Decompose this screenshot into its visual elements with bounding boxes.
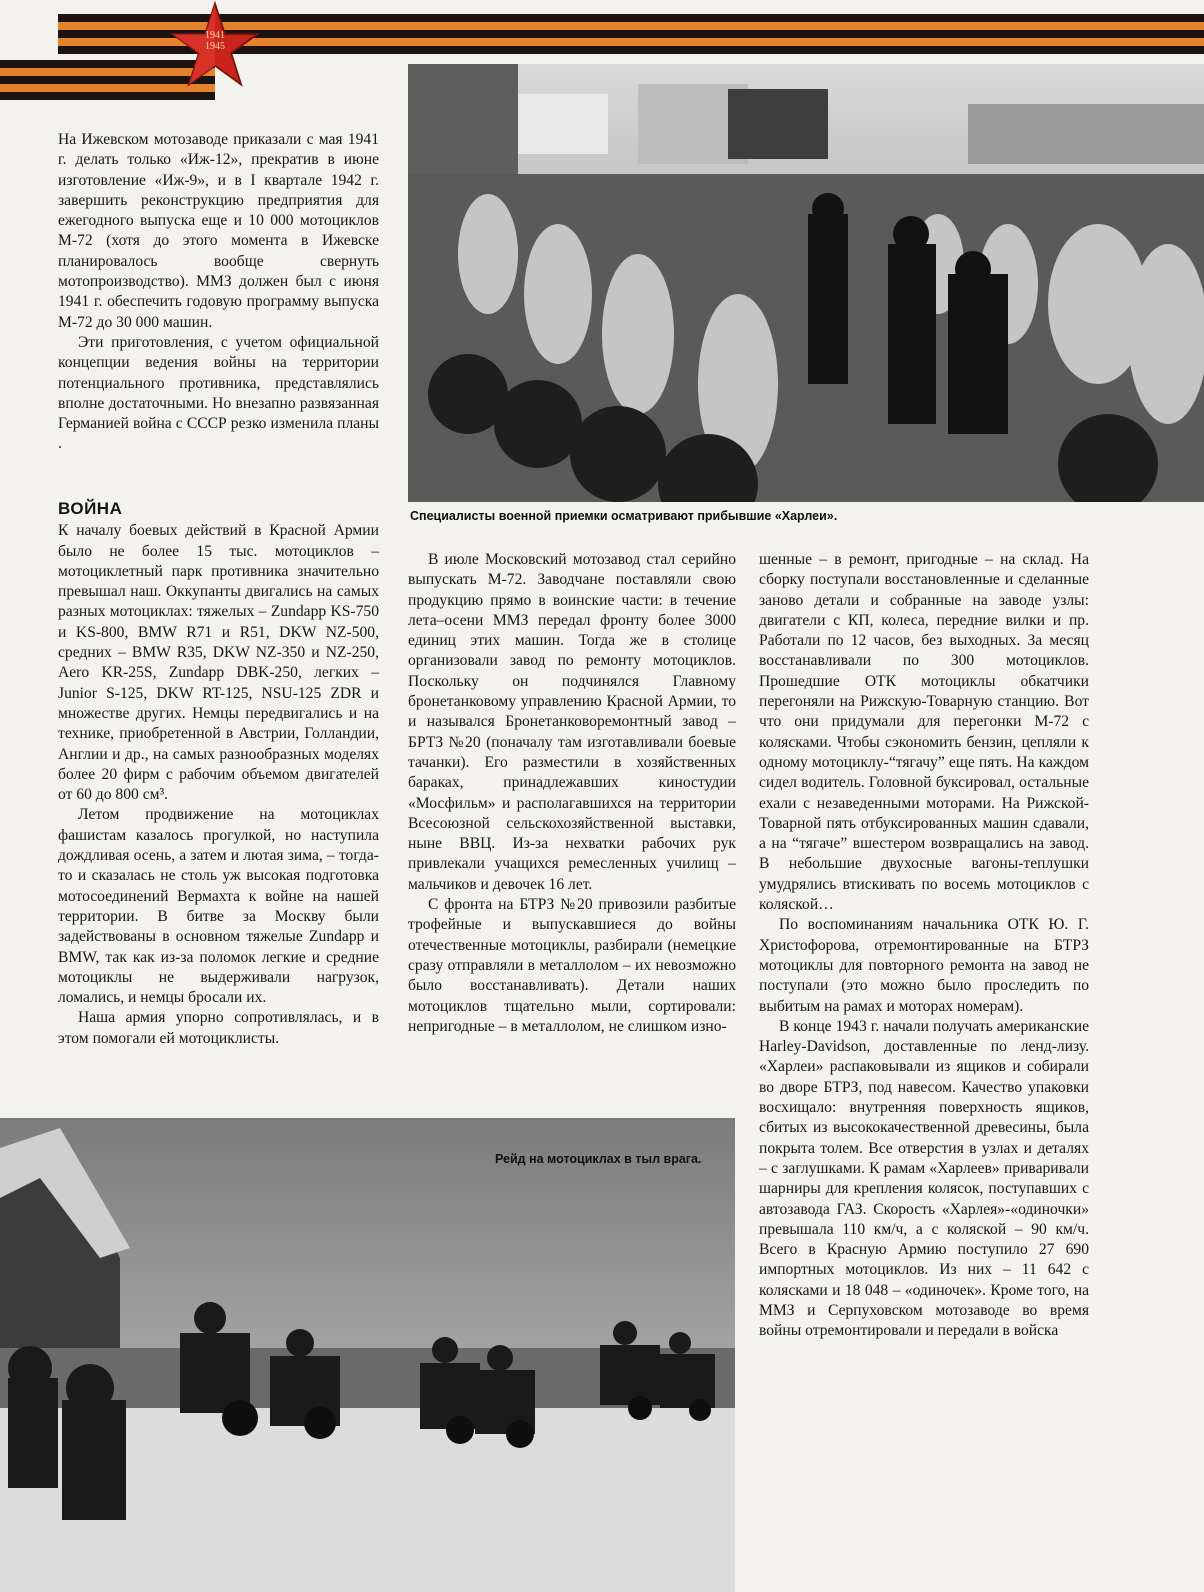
column-1-intro (58, 130, 379, 455)
star-year-top: 1941 (205, 30, 225, 41)
paragraph: По воспоминаниям начальника ОТК Ю. Г. Христофорова, отремонтированные на БТРЗ мотоциклы для повторного ремонта на завод не поступали (это можно было проследить по выбитым на рамах и моторах номерам). (759, 916, 1089, 1015)
column-1-war (58, 499, 379, 1049)
paragraph: Эти приготовления, с учетом официальной концепции ведения войны на территории потенциального противника, представлялись вполне достаточными. Но внезапно развязанная Германией война с СССР резко изменила планы . (58, 333, 379, 453)
top-photo-caption: Специалисты военной приемки осматривают прибывшие «Харлеи». (410, 509, 838, 523)
paragraph: Наша армия упорно сопротивлялась, и в этом помогали ей мотоциклисты. (58, 1009, 379, 1047)
photo-harleys-inspection (408, 64, 1204, 502)
paragraph: К началу боевых действий в Красной Армии было не более 15 тыс. мотоциклов – мотоциклетный парк противника значительно превышал наш. Оккупанты двигались на самых разных мотоциклах: тяжелых – Zundapp KS-750 и KS-800, BMW R71 и R51, DKW NZ-500, средних – BMW R35, DKW NZ-350 и NZ-250, Aero KR-25S, Zundapp DBK-250, легких – Junior S-125, DKW RT-125, NSU-125 ZDR и множестве других. Немцы передвигались и на технике, приобретенной в Австрии, Голландии, Англии и др., на самых разнообразных моделях более 20 фирм с рабочим объемом двигателей от 60 до 800 см³. (58, 522, 379, 804)
section-title: ВОЙНА (58, 499, 123, 518)
paragraph: На Ижевском мотозаводе приказали с мая 1941 г. делать только «Иж-12», прекратив в июне изготовление «Иж-9», и в I квартале 1942 г. завершить реконструкцию предприятия для ежегодного выпуска еще и 10 000 мотоциклов М-72 (хотя до этого момента в Ижевске планировалось вообще свернуть мотопроизводство). ММЗ должен был с июня 1941 г. обеспечить годовую программу выпуска М-72 до 30 000 машин. (58, 131, 379, 331)
paragraph: С фронта на БТРЗ №20 привозили разбитые трофейные и выпускавшиеся до войны отечественные мотоциклы, разбирали (немецкие сразу отправляли в металлолом – их невозможно было восстанавливать). Детали наших мотоциклов тщательно мыли, сортировали: непригодные – в металлолом, не слишком изно- (408, 896, 736, 1035)
photo-motorcycle-raid (0, 1118, 735, 1592)
paragraph: Летом продвижение на мотоциклах фашистам казалось прогулкой, но наступила дождливая осень, а затем и лютая зима, – тогда-то и сказалась не столь уж высокая подготовка мотосоединений Вермахта к войне на нашей территории. В битве за Москву были задействованы в основном тяжелые Zundapp и BMW, так как из-за поломок легкие и средние мотоциклы не выдерживали нагрузок, ломались, и немцы бросали их. (58, 806, 379, 1007)
column-2 (408, 550, 736, 1037)
paragraph: В конце 1943 г. начали получать американские Harley-Davidson, доставленные по ленд-лизу. «Харлеи» распаковывали из ящиков и собирали во дворе БТРЗ, под навесом. Качество упаковки восхищало: внутренняя поверхность ящиков, сбитых из высококачественной древесины, была покрыта толем. Все отверстия в узлах и деталях – с заглушками. К рамам «Харлеев» приваривали шарниры для крепления колясок, поступавших с автозавода ГАЗ. Скорость «Харлея»-«одиночки» превышала 110 км/ч, а с коляской – 90 км/ч. Всего в Красную Армию поступило 27 690 импортных мотоциклов. Из них – 11 642 с колясками и 18 048 – «одиночек». Кроме того, на ММЗ и Серпуховском мотозаводе во время войны отремонтировали и передали в войска (759, 1017, 1089, 1340)
column-3 (759, 550, 1089, 1342)
star-year-bottom: 1945 (205, 41, 225, 52)
paragraph: шенные – в ремонт, пригодные – на склад. На сборку поступали восстановленные и сделанные заново детали и собранные на заводе узлы: двигатели с КП, колеса, передние вилки и пр. Работали по 12 часов, без выходных. За месяц восстанавливали по 300 мотоциклов. Прошедшие ОТК мотоциклы обкатчики перегоняли на Рижскую-Товарную станцию. Вот что они придумали для перегонки М-72 с колясками. Чтобы сэкономить бензин, цепляли к одному мотоциклу-“тягачу” еще пять. На каждом сидел водитель. Головной буксировал, остальные ехали с незаведенными моторами. На Рижской-Товарной пять отбуксированных машин сдавали, а на “тягаче” вшестером возвращались на завод. В небольшие двухосные вагоны-теплушки умудрялись втискивать по восемь мотоциклов с коляской… (759, 551, 1089, 914)
paragraph: В июле Московский мотозавод стал серийно выпускать М-72. Заводчане поставляли свою продукцию прямо в воинские части: в течение лета–осени ММЗ передал фронту более 3000 единиц этих машин. Тогда же в столице организовали завод по ремонту мотоциклов. Поскольку он подчинялся Главному бронетанковому управлению Красной Армии, то и назывался Бронетанковоремонтный завод – БРТЗ №20 (поначалу там изготавливали боевые тачанки). Его разместили в хозяйственных бараках, принадлежавших киностудии «Мосфильм» и располагавшихся на территории Всесоюзной сельскохозяйственной выставки, ныне ВВЦ. Из-за нехватки рабочих рук привлекали учащихся ремесленных училищ – мальчиков и девочек 16 лет. (408, 551, 736, 893)
bottom-photo-caption: Рейд на мотоциклах в тыл врага. (495, 1152, 702, 1166)
